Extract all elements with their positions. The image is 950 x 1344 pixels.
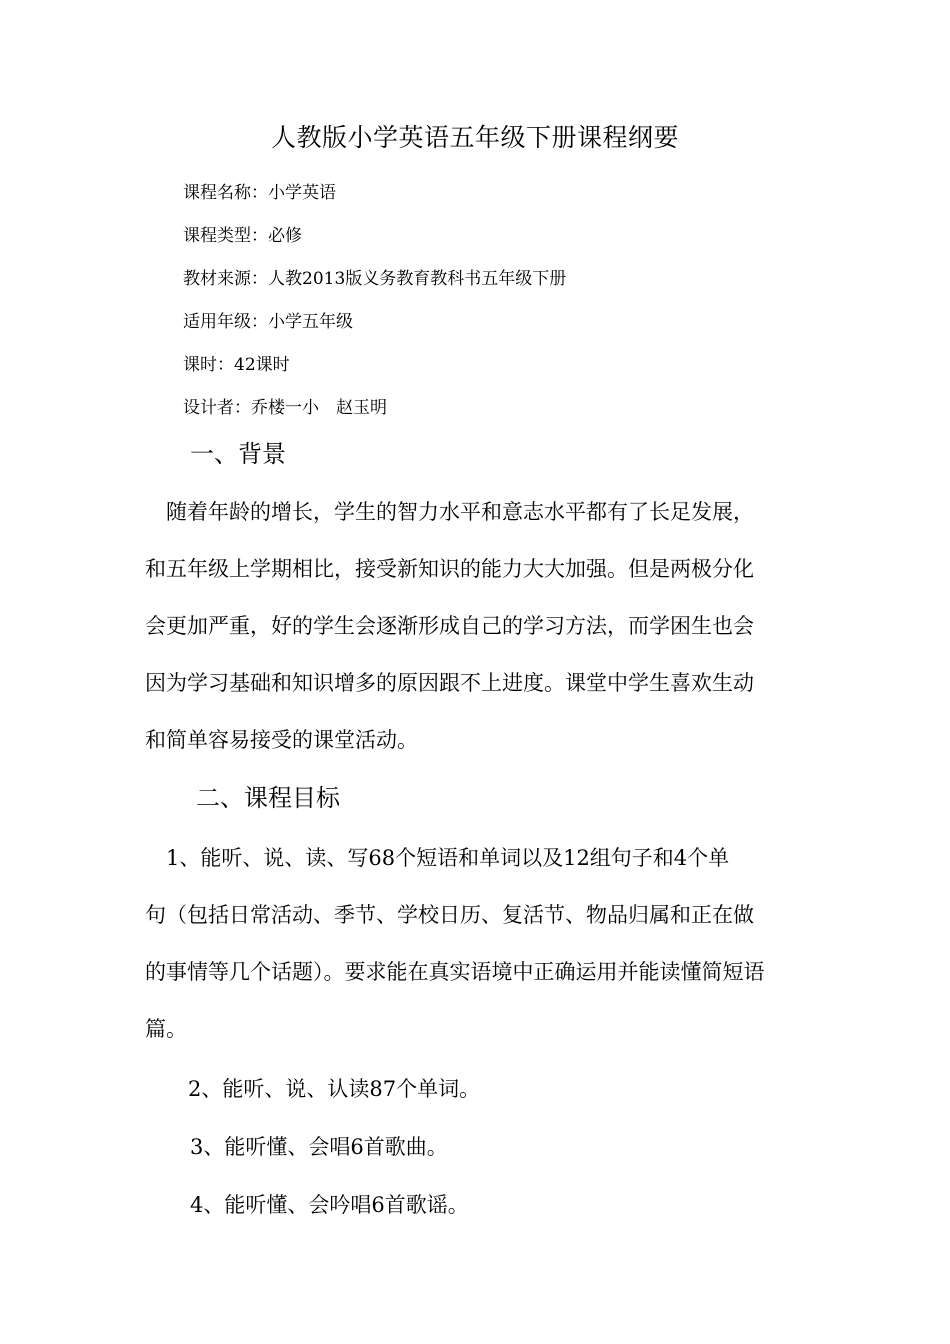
- section-heading-background: 一、背景: [190, 440, 286, 468]
- paragraph-line: 和五年级上学期相比，接受新知识的能力大大加强。但是两极分化: [145, 557, 754, 581]
- meta-course-type: 课程类型：必修: [183, 226, 302, 246]
- background-paragraph: [145, 484, 825, 769]
- meta-textbook-source: 教材来源：人教2013版义务教育教科书五年级下册: [183, 269, 567, 289]
- meta-class-hours: 课时：42课时: [183, 355, 290, 375]
- paragraph-line: 因为学习基础和知识增多的原因跟不上进度。课堂中学生喜欢生动: [145, 671, 754, 695]
- meta-designer: 设计者：乔楼一小 赵玉明: [183, 398, 387, 418]
- paragraph-line: 随着年龄的增长，学生的智力水平和意志水平都有了长足发展，: [145, 500, 754, 524]
- paragraph-line: 的事情等几个话题）。要求能在真实语境中正确运用并能读懂简短语: [145, 960, 765, 984]
- paragraph-line: 和简单容易接受的课堂活动。: [145, 728, 418, 752]
- paragraph-line: 会更加严重，好的学生会逐渐形成自己的学习方法，而学困生也会: [145, 614, 754, 638]
- goal-1-paragraph: [145, 830, 825, 1058]
- goal-2: 2、能听、说、认读87个单词。: [188, 1077, 481, 1101]
- meta-grade: 适用年级：小学五年级: [183, 312, 353, 332]
- paragraph-line: 篇。: [145, 1017, 187, 1041]
- paragraph-line: 句（包括日常活动、季节、学校日历、复活节、物品归属和正在做: [145, 903, 754, 927]
- document-title: 人教版小学英语五年级下册课程纲要: [270, 123, 679, 152]
- meta-course-name: 课程名称：小学英语: [183, 183, 336, 203]
- paragraph-line: 1、能听、说、读、写68个短语和单词以及12组句子和4个单: [145, 846, 730, 870]
- section-heading-goals: 二、课程目标: [196, 784, 340, 812]
- goal-4: 4、能听懂、会吟唱6首歌谣。: [190, 1193, 469, 1217]
- goal-3: 3、能听懂、会唱6首歌曲。: [190, 1135, 448, 1159]
